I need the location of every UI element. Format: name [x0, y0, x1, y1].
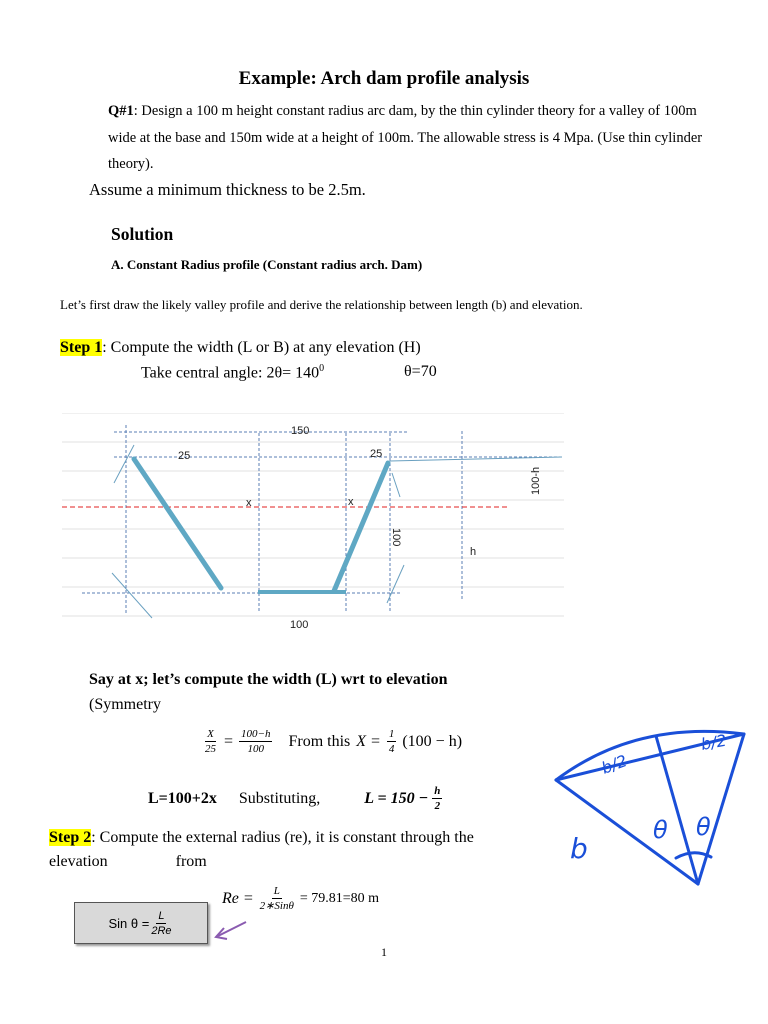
x-right-label: x — [348, 496, 354, 508]
frac-denominator: 2 — [434, 800, 441, 812]
central-angle-text: Take central angle: 2θ= 140 — [141, 364, 320, 382]
from-this-text: From this — [288, 732, 351, 750]
pointer-arrow-icon — [210, 916, 250, 944]
frac-denominator: 4 — [388, 743, 395, 755]
page-title: Example: Arch dam profile analysis — [238, 68, 530, 89]
theta-value: θ=70 — [404, 363, 437, 380]
assumption-text: Assume a minimum thickness to be 2.5m. — [89, 180, 366, 199]
frac-denominator: 100 — [247, 743, 264, 755]
one-quarter — [387, 727, 397, 756]
frac-numerator: h — [434, 785, 441, 797]
step-2-label: Step 2 — [49, 829, 92, 846]
l-equation: L=100+2x — [148, 789, 217, 807]
top-width-label: 150 — [291, 425, 310, 437]
page-number: 1 — [381, 945, 387, 959]
h-label: h — [470, 546, 477, 558]
left-offset-label: 25 — [178, 450, 191, 462]
question-1 — [108, 98, 708, 178]
frac-numerator: X — [207, 728, 214, 740]
step-1-label: Step 1 — [60, 339, 103, 356]
x-expression: X = — [356, 732, 381, 750]
sketch-right-radius — [698, 734, 744, 884]
re-lhs: Re = — [222, 889, 254, 907]
x-over-25 — [203, 727, 218, 756]
h-over-2 — [432, 784, 442, 813]
x-expression-tail: (100 − h) — [402, 732, 463, 750]
frac-denominator: 2∗Sinθ — [259, 900, 294, 912]
say-at-text: Say at x; let’s compute the width (L) wrt to elevation — [89, 671, 448, 688]
left-abutment — [134, 459, 221, 588]
intro-text: Let’s first draw the likely valley profile and derive the relationship between length (b) and elevation. — [60, 297, 583, 312]
length-equation-row — [148, 784, 442, 813]
re-result: = 79.81=80 m — [299, 890, 380, 906]
sketch-theta-left: θ — [653, 816, 668, 844]
sine-formula-box — [74, 902, 208, 944]
central-angle — [141, 363, 324, 382]
dimension-lines — [82, 425, 562, 613]
sketch-b-label: b — [570, 832, 588, 865]
height-label: 100 — [390, 528, 402, 547]
question-label: Q#1 — [108, 103, 134, 119]
symmetry-text: (Symmetry — [89, 696, 161, 713]
sketch-half-b-left: b/2 — [598, 751, 630, 778]
step-2 — [49, 826, 509, 874]
height-ratio — [239, 727, 272, 756]
section-a-heading: A. Constant Radius profile (Constant radius arch. Dam) — [111, 257, 423, 272]
step-1 — [60, 339, 421, 357]
similar-triangles-equation — [203, 727, 462, 756]
frac-numerator: L — [158, 909, 165, 922]
valley-profile-diagram — [62, 413, 564, 635]
degree-superscript: 0 — [319, 363, 325, 374]
question-text: : Design a 100 m height constant radius arc dam, by the thin cylinder theory for a valley of 100m wide at the base and 150m wide at a height of 100m. The allowable stress is 4 Mpa. (Use thin cylinder theory). — [108, 103, 703, 172]
frac-numerator: 100−h — [241, 728, 271, 740]
solution-heading: Solution — [111, 224, 174, 244]
sketch-theta-right: θ — [696, 813, 711, 841]
l-over-2sin — [258, 884, 296, 913]
sketch-half-b-right: b/2 — [699, 730, 729, 754]
radius-equation — [222, 884, 379, 913]
l-result: L = 150 − — [364, 789, 429, 807]
bottom-width-label: 100 — [290, 619, 309, 631]
height-rest-label: 100-h — [530, 466, 542, 495]
l-over-2re — [149, 909, 173, 938]
x-left-label: x — [246, 497, 252, 509]
handwritten-sector-sketch — [526, 672, 768, 892]
diagram-grid — [62, 413, 564, 616]
substituting-text: Substituting, — [238, 789, 321, 807]
frac-numerator: L — [273, 885, 280, 897]
from-text: from — [175, 853, 207, 870]
equals-sign: = — [224, 732, 234, 750]
sin-lhs: Sin θ = — [108, 915, 150, 931]
right-offset-label: 25 — [370, 448, 383, 460]
step-1-text: : Compute the width (L or B) at any elevation (H) — [102, 339, 421, 356]
frac-numerator: 1 — [388, 728, 395, 740]
frac-denominator: 2Re — [151, 924, 172, 937]
sketch-bisector — [656, 736, 698, 884]
frac-denominator: 25 — [205, 743, 216, 755]
step-2-text: : Compute the external radius (re), it is constant through the elevation — [49, 829, 474, 870]
right-abutment — [334, 463, 388, 591]
